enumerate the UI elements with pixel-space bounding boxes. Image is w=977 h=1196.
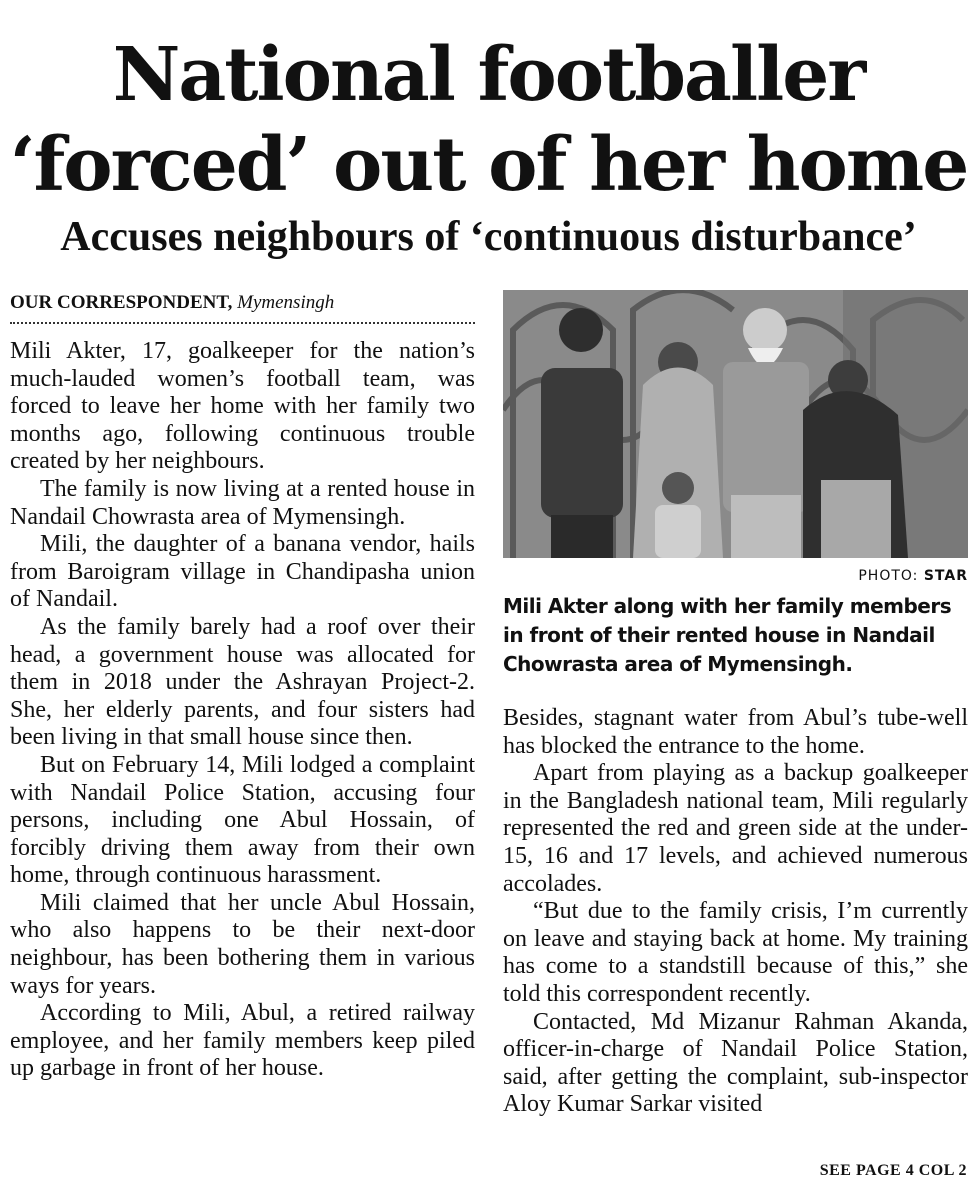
byline xyxy=(10,290,475,316)
right-body xyxy=(503,705,968,1119)
subheadline: Accuses neighbours of ‘continuous disturbance’ xyxy=(60,214,917,260)
photo-caption: Mili Akter along with her family members in front of their rented house in Nandail Chowrasta area of Mymensingh. xyxy=(503,594,952,676)
headline xyxy=(0,30,977,210)
paragraph: Mili claimed that her uncle Abul Hossain, who also happens to be their next-door neighbour, has been bothering them in various ways for years. xyxy=(10,889,475,999)
paragraph: Apart from playing as a backup goalkeeper in the Bangladesh national team, Mili regularly represented the red and green side at the under-15, 16 and 17 levels, and achieved numerous accolades. xyxy=(503,760,968,897)
paragraph: Mili Akter, 17, goalkeeper for the nation’s much-lauded women’s football team, was forced to leave her home with her family two months ago, following continuous trouble created by her neighbours. xyxy=(10,338,475,475)
paragraph: Mili, the daughter of a banana vendor, hails from Baroigram village in Chandipasha union of Nandail. xyxy=(10,531,475,613)
family-photo-illustration xyxy=(503,290,968,558)
paragraph: According to Mili, Abul, a retired railway employee, and her family members keep piled up garbage in front of her house. xyxy=(10,1000,475,1082)
paragraph: But on February 14, Mili lodged a complaint with Nandail Police Station, accusing four persons, including one Abul Hossain, of forcibly driving them away from their own home, through continuous harassment. xyxy=(10,751,475,889)
byline-divider xyxy=(10,322,475,324)
left-column xyxy=(10,290,475,1083)
paragraph: Contacted, Md Mizanur Rahman Akanda, officer-in-charge of Nandail Police Station, said, after getting the complaint, sub-inspector Aloy Kumar Sarkar visited xyxy=(503,1008,968,1118)
continued-jump-line: SEE PAGE 4 COL 2 xyxy=(819,1162,967,1179)
right-column xyxy=(503,290,968,1119)
headline-line-1: National footballer xyxy=(112,32,865,118)
paragraph: As the family barely had a roof over their head, a government house was allocated for them in 2018 under the Ashrayan Project-2. She, her elderly parents, and four sisters had been living in that small house since then. xyxy=(10,613,475,751)
photo-credit-source: STAR xyxy=(923,568,968,584)
paragraph: “But due to the family crisis, I’m currently on leave and staying back at home. My training has come to a standstill because of this,” she told this correspondent recently. xyxy=(503,898,968,1007)
photo-credit-prefix: PHOTO: xyxy=(858,568,919,584)
byline-author: OUR CORRESPONDENT, xyxy=(10,292,233,313)
family-photo xyxy=(503,290,968,558)
left-body xyxy=(10,338,475,1083)
paragraph: The family is now living at a rented house in Nandail Chowrasta area of Mymensingh. xyxy=(10,475,475,530)
headline-line-2: ‘forced’ out of her home xyxy=(9,122,968,208)
byline-location: Mymensingh xyxy=(237,292,335,313)
paragraph: Besides, stagnant water from Abul’s tube-well has blocked the entrance to the home. xyxy=(503,705,968,759)
photo-credit xyxy=(503,568,968,586)
